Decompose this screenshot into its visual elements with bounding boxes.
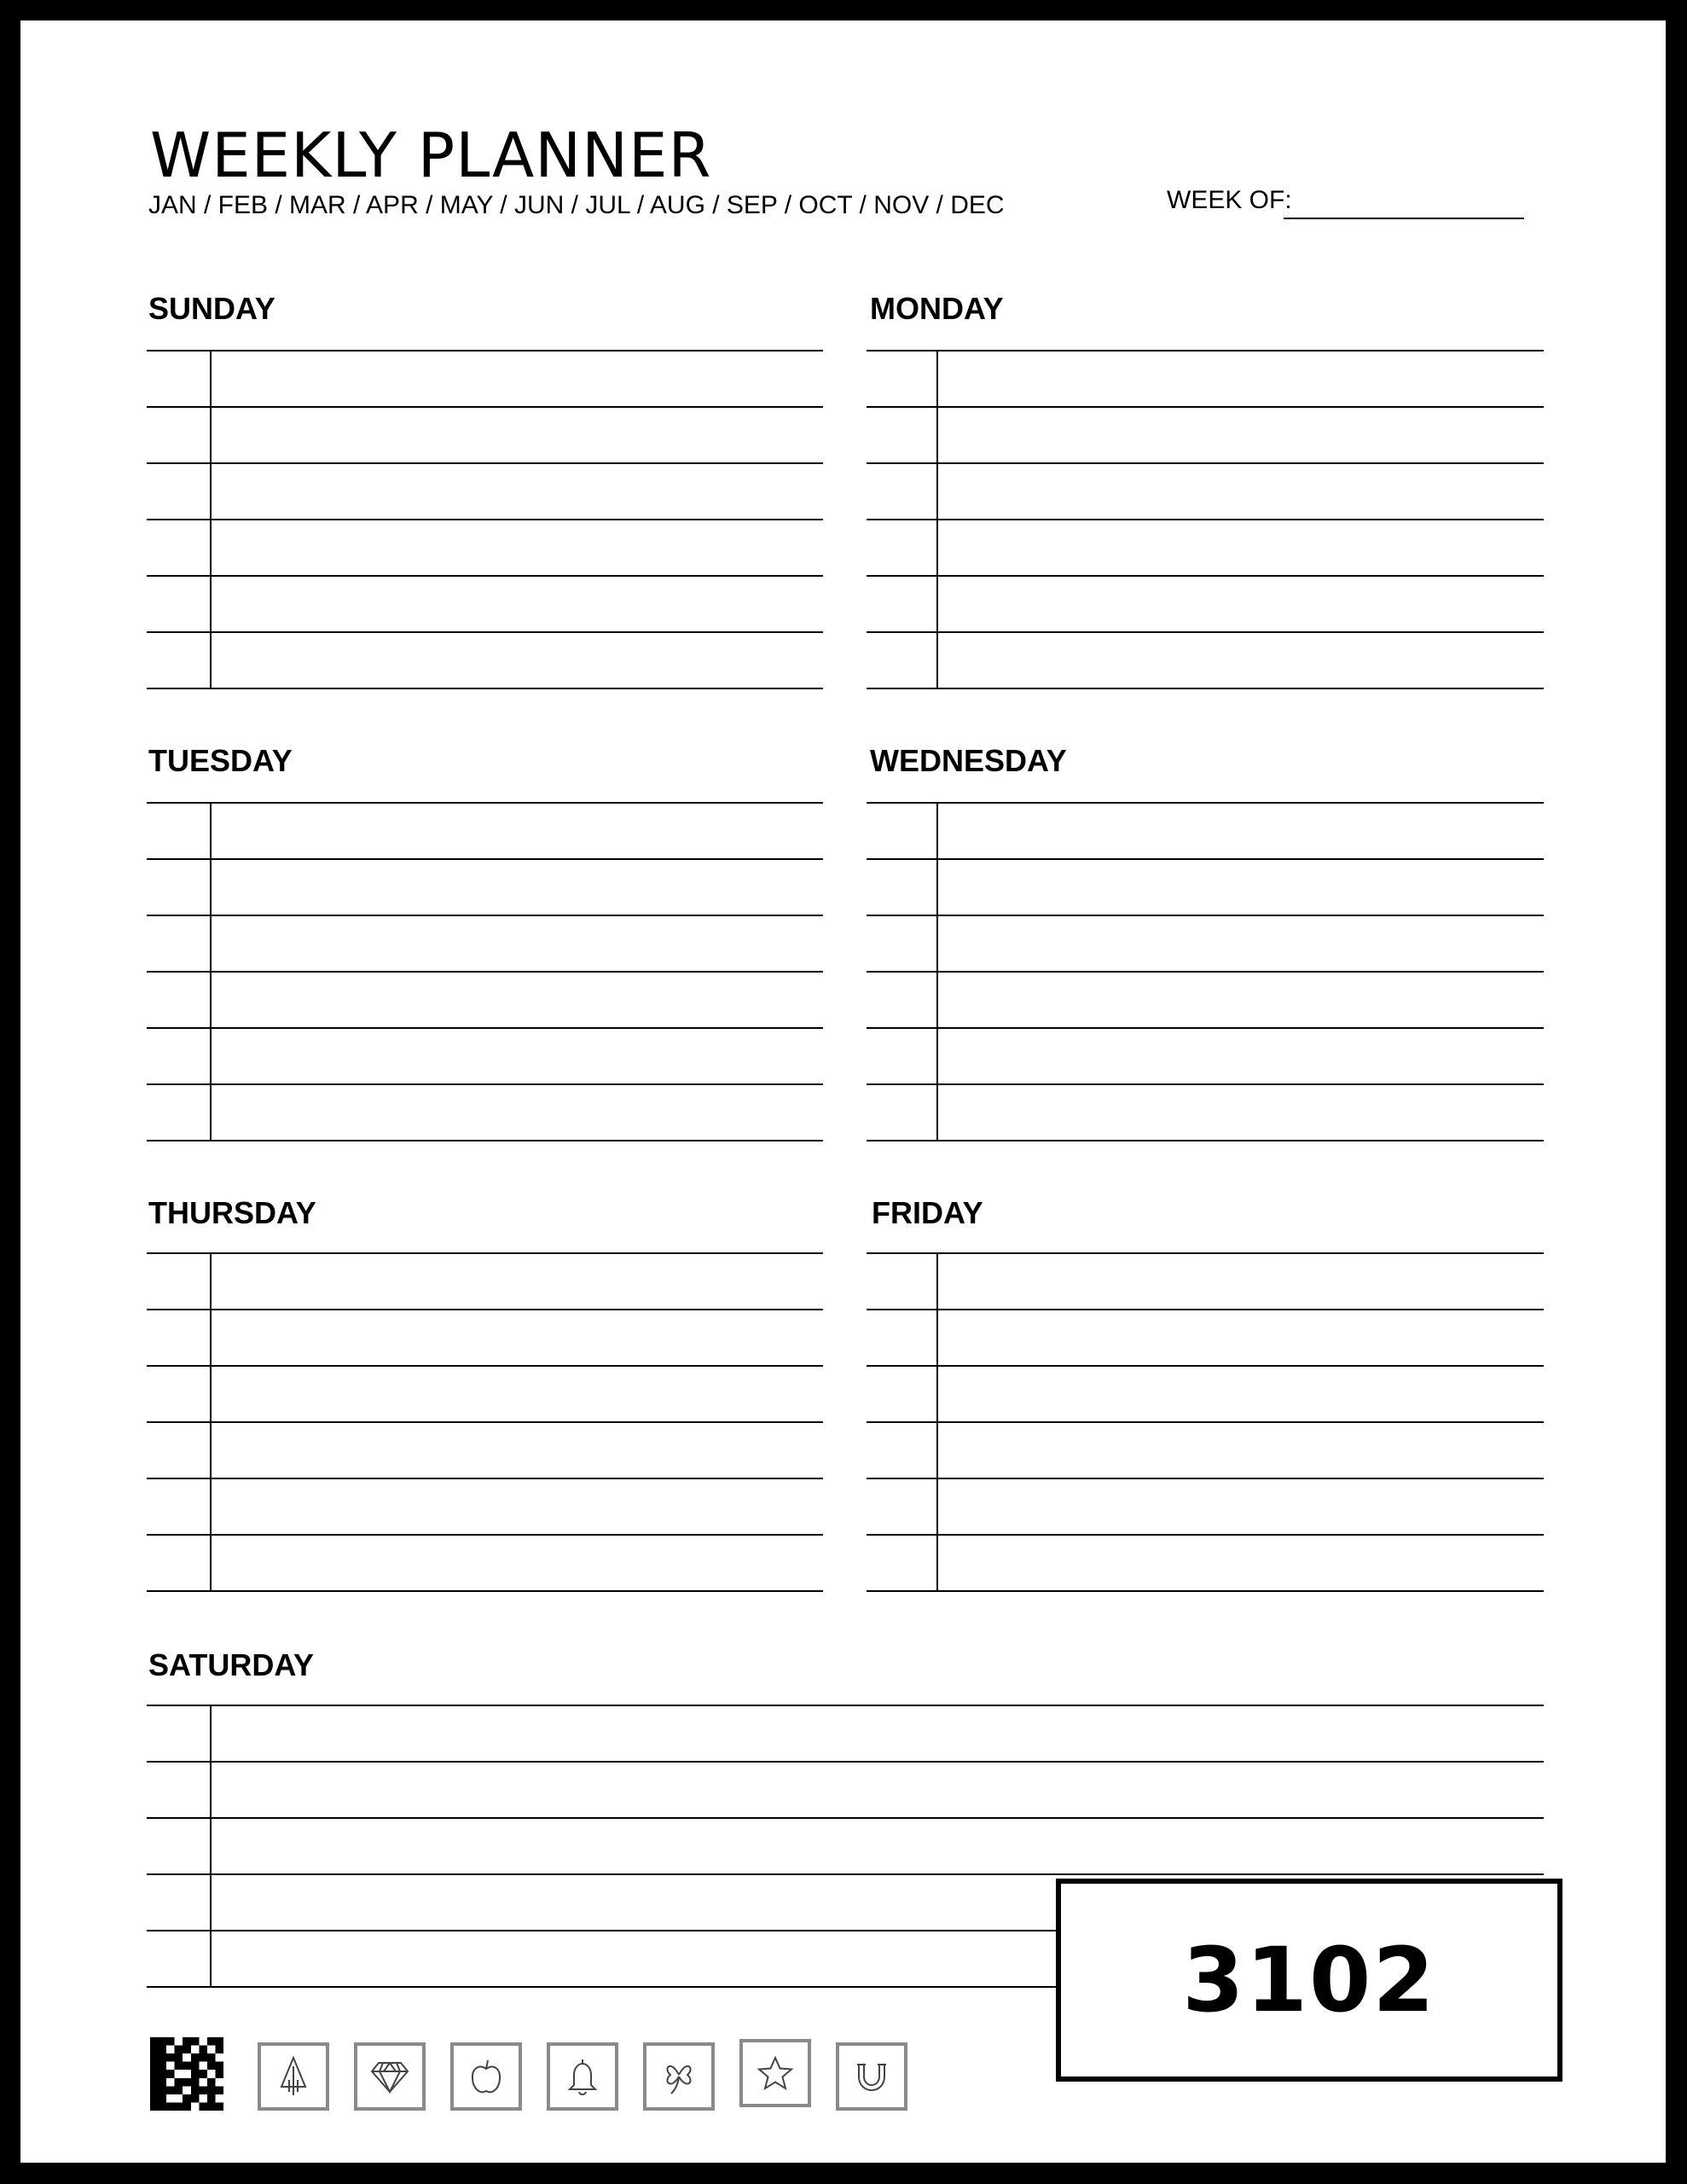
line-row[interactable] — [867, 351, 1544, 408]
code-box — [1056, 1879, 1562, 2082]
line-row[interactable] — [867, 860, 1544, 916]
day-label: SATURDAY — [148, 1647, 315, 1682]
tree-icon — [258, 2042, 329, 2111]
apple-icon — [450, 2042, 522, 2111]
line-row[interactable] — [147, 860, 823, 916]
line-row[interactable] — [147, 1423, 823, 1479]
line-row[interactable] — [147, 520, 823, 577]
day-lines — [867, 350, 1544, 689]
planner-page — [20, 20, 1666, 2163]
line-row[interactable] — [147, 577, 823, 633]
horseshoe-icon — [836, 2042, 907, 2111]
day-label: THURSDAY — [148, 1195, 316, 1230]
line-row[interactable] — [147, 1367, 823, 1423]
day-lines — [147, 1252, 823, 1592]
clover-icon — [643, 2042, 715, 2111]
week-of-label: WEEK OF: — [1167, 186, 1292, 214]
line-row[interactable] — [147, 804, 823, 860]
line-row[interactable] — [147, 408, 823, 464]
line-row[interactable] — [867, 633, 1544, 689]
line-row[interactable] — [867, 1029, 1544, 1085]
line-row[interactable] — [147, 1085, 823, 1141]
line-row[interactable] — [147, 1310, 823, 1367]
day-label: FRIDAY — [872, 1195, 983, 1230]
line-row[interactable] — [147, 1479, 823, 1536]
day-lines — [147, 350, 823, 689]
line-row[interactable] — [867, 916, 1544, 973]
day-label: TUESDAY — [148, 743, 293, 778]
line-row[interactable] — [867, 973, 1544, 1029]
day-label: SUNDAY — [148, 291, 275, 326]
line-row[interactable] — [867, 408, 1544, 464]
line-row[interactable] — [867, 464, 1544, 520]
day-lines — [867, 1252, 1544, 1592]
star-icon — [739, 2039, 811, 2107]
line-row[interactable] — [147, 633, 823, 689]
day-label: WEDNESDAY — [870, 743, 1067, 778]
day-label: MONDAY — [870, 291, 1004, 326]
bell-icon — [547, 2042, 618, 2111]
line-row[interactable] — [147, 1254, 823, 1310]
line-row[interactable] — [147, 973, 823, 1029]
line-row[interactable] — [867, 1479, 1544, 1536]
code-number: 3102 — [1182, 1928, 1436, 2032]
line-row[interactable] — [867, 520, 1544, 577]
week-of-field[interactable] — [1284, 218, 1524, 219]
line-row[interactable] — [147, 916, 823, 973]
qr-code-icon — [150, 2037, 223, 2111]
line-row[interactable] — [867, 804, 1544, 860]
month-list: JAN / FEB / MAR / APR / MAY / JUN / JUL / AUG / SEP / OCT / NOV / DEC — [148, 191, 1005, 219]
diamond-icon — [354, 2042, 426, 2111]
line-row[interactable] — [147, 1819, 1544, 1875]
line-row[interactable] — [867, 1367, 1544, 1423]
line-row[interactable] — [147, 464, 823, 520]
line-row[interactable] — [867, 577, 1544, 633]
day-lines — [867, 802, 1544, 1141]
line-row[interactable] — [147, 1536, 823, 1592]
day-lines — [147, 802, 823, 1141]
page-title: WEEKLY PLANNER — [150, 119, 712, 191]
line-row[interactable] — [147, 1763, 1544, 1819]
line-row[interactable] — [867, 1310, 1544, 1367]
line-row[interactable] — [867, 1085, 1544, 1141]
line-row[interactable] — [147, 1029, 823, 1085]
line-row[interactable] — [867, 1254, 1544, 1310]
line-row[interactable] — [867, 1536, 1544, 1592]
line-row[interactable] — [147, 351, 823, 408]
line-row[interactable] — [147, 1706, 1544, 1763]
line-row[interactable] — [867, 1423, 1544, 1479]
